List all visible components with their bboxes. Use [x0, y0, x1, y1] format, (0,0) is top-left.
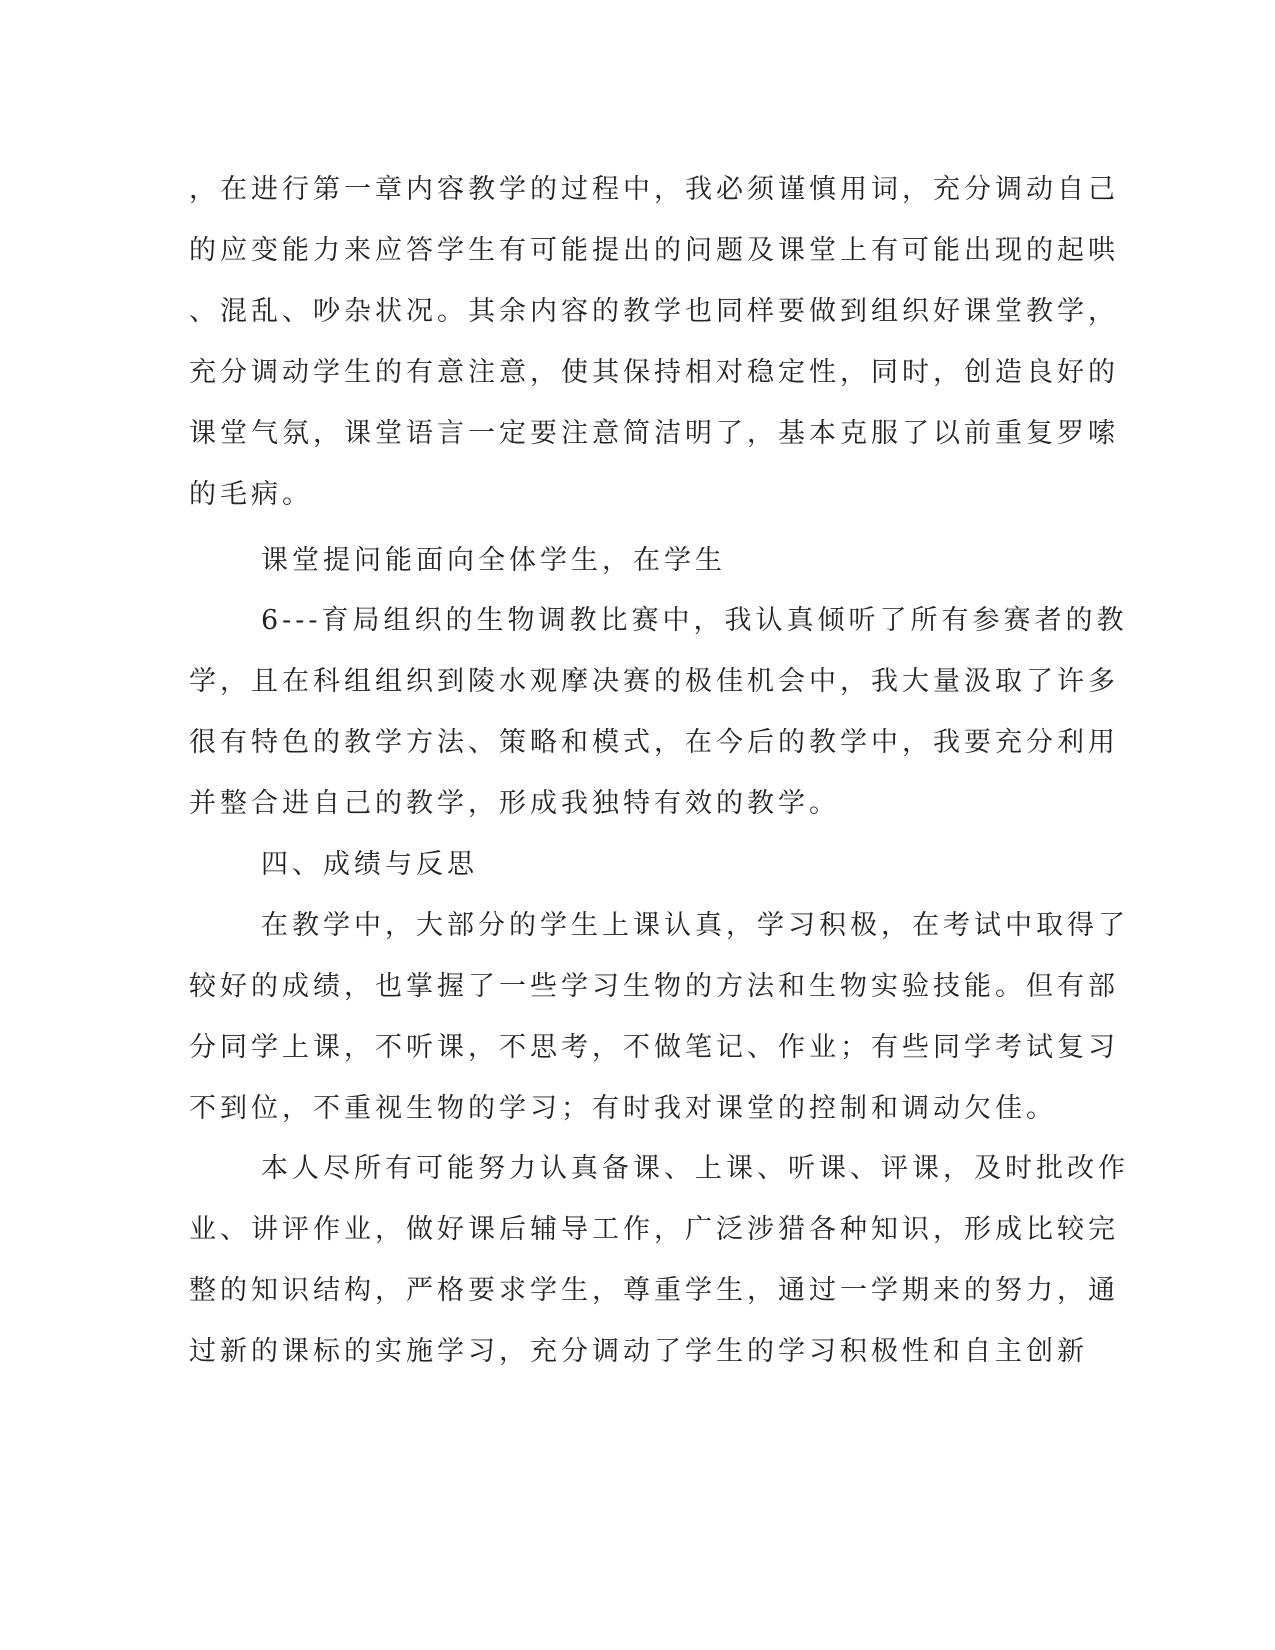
text-line: 6---育局组织的生物调教比赛中，我认真倾听了所有参赛者的教	[261, 605, 1128, 636]
paragraph-results	[189, 895, 1129, 1139]
text-line: 过新的课标的实施学习，充分调动了学生的学习积极性和自主创新	[189, 1336, 1088, 1367]
text-line: 的毛病。	[189, 479, 313, 510]
text-line: 本人尽所有可能努力认真备课、上课、听课、评课，及时批改作	[261, 1153, 1129, 1184]
text-line: 课堂提问能面向全体学生，在学生	[261, 545, 726, 576]
text-line: 充分调动学生的有意注意，使其保持相对稳定性，同时，创造良好的	[189, 357, 1119, 388]
text-line: 不到位，不重视生物的学习；有时我对课堂的控制和调动欠佳。	[189, 1093, 1057, 1124]
text-line: 整的知识结构，严格要求学生，尊重学生，通过一学期来的努力，通	[189, 1275, 1119, 1306]
text-line: 业、讲评作业，做好课后辅导工作，广泛涉猎各种知识，形成比较完	[189, 1214, 1119, 1245]
text-line: 较好的成绩，也掌握了一些学习生物的方法和生物实验技能。但有部	[189, 971, 1119, 1002]
paragraph-classroom-organization	[189, 159, 1119, 525]
paragraph-classroom-questions	[189, 530, 1089, 591]
text-line: 分同学上课，不听课，不思考，不做笔记、作业；有些同学考试复习	[189, 1032, 1119, 1063]
text-line: 在教学中，大部分的学生上课认真，学习积极，在考试中取得了	[261, 910, 1129, 941]
text-line: 学，且在科组组织到陵水观摩决赛的极佳机会中，我大量汲取了许多	[189, 666, 1119, 697]
text-line: 四、成绩与反思	[261, 849, 478, 880]
text-line: 并整合进自己的教学，形成我独特有效的教学。	[189, 788, 840, 819]
text-line: 的应变能力来应答学生有可能提出的问题及课堂上有可能出现的起哄	[189, 235, 1119, 266]
text-line: 课堂气氛，课堂语言一定要注意简洁明了，基本克服了以前重复罗嗦	[189, 418, 1119, 449]
section-heading	[189, 834, 1089, 895]
text-line: 很有特色的教学方法、策略和模式，在今后的教学中，我要充分利用	[189, 727, 1119, 758]
text-line: 、混乱、吵杂状况。其余内容的教学也同样要做到组织好课堂教学，	[189, 296, 1119, 327]
paragraph-reflection	[189, 1138, 1129, 1382]
text-line: ，在进行第一章内容教学的过程中，我必须谨慎用词，充分调动自己	[189, 174, 1119, 205]
paragraph-teaching-competition	[189, 590, 1128, 834]
